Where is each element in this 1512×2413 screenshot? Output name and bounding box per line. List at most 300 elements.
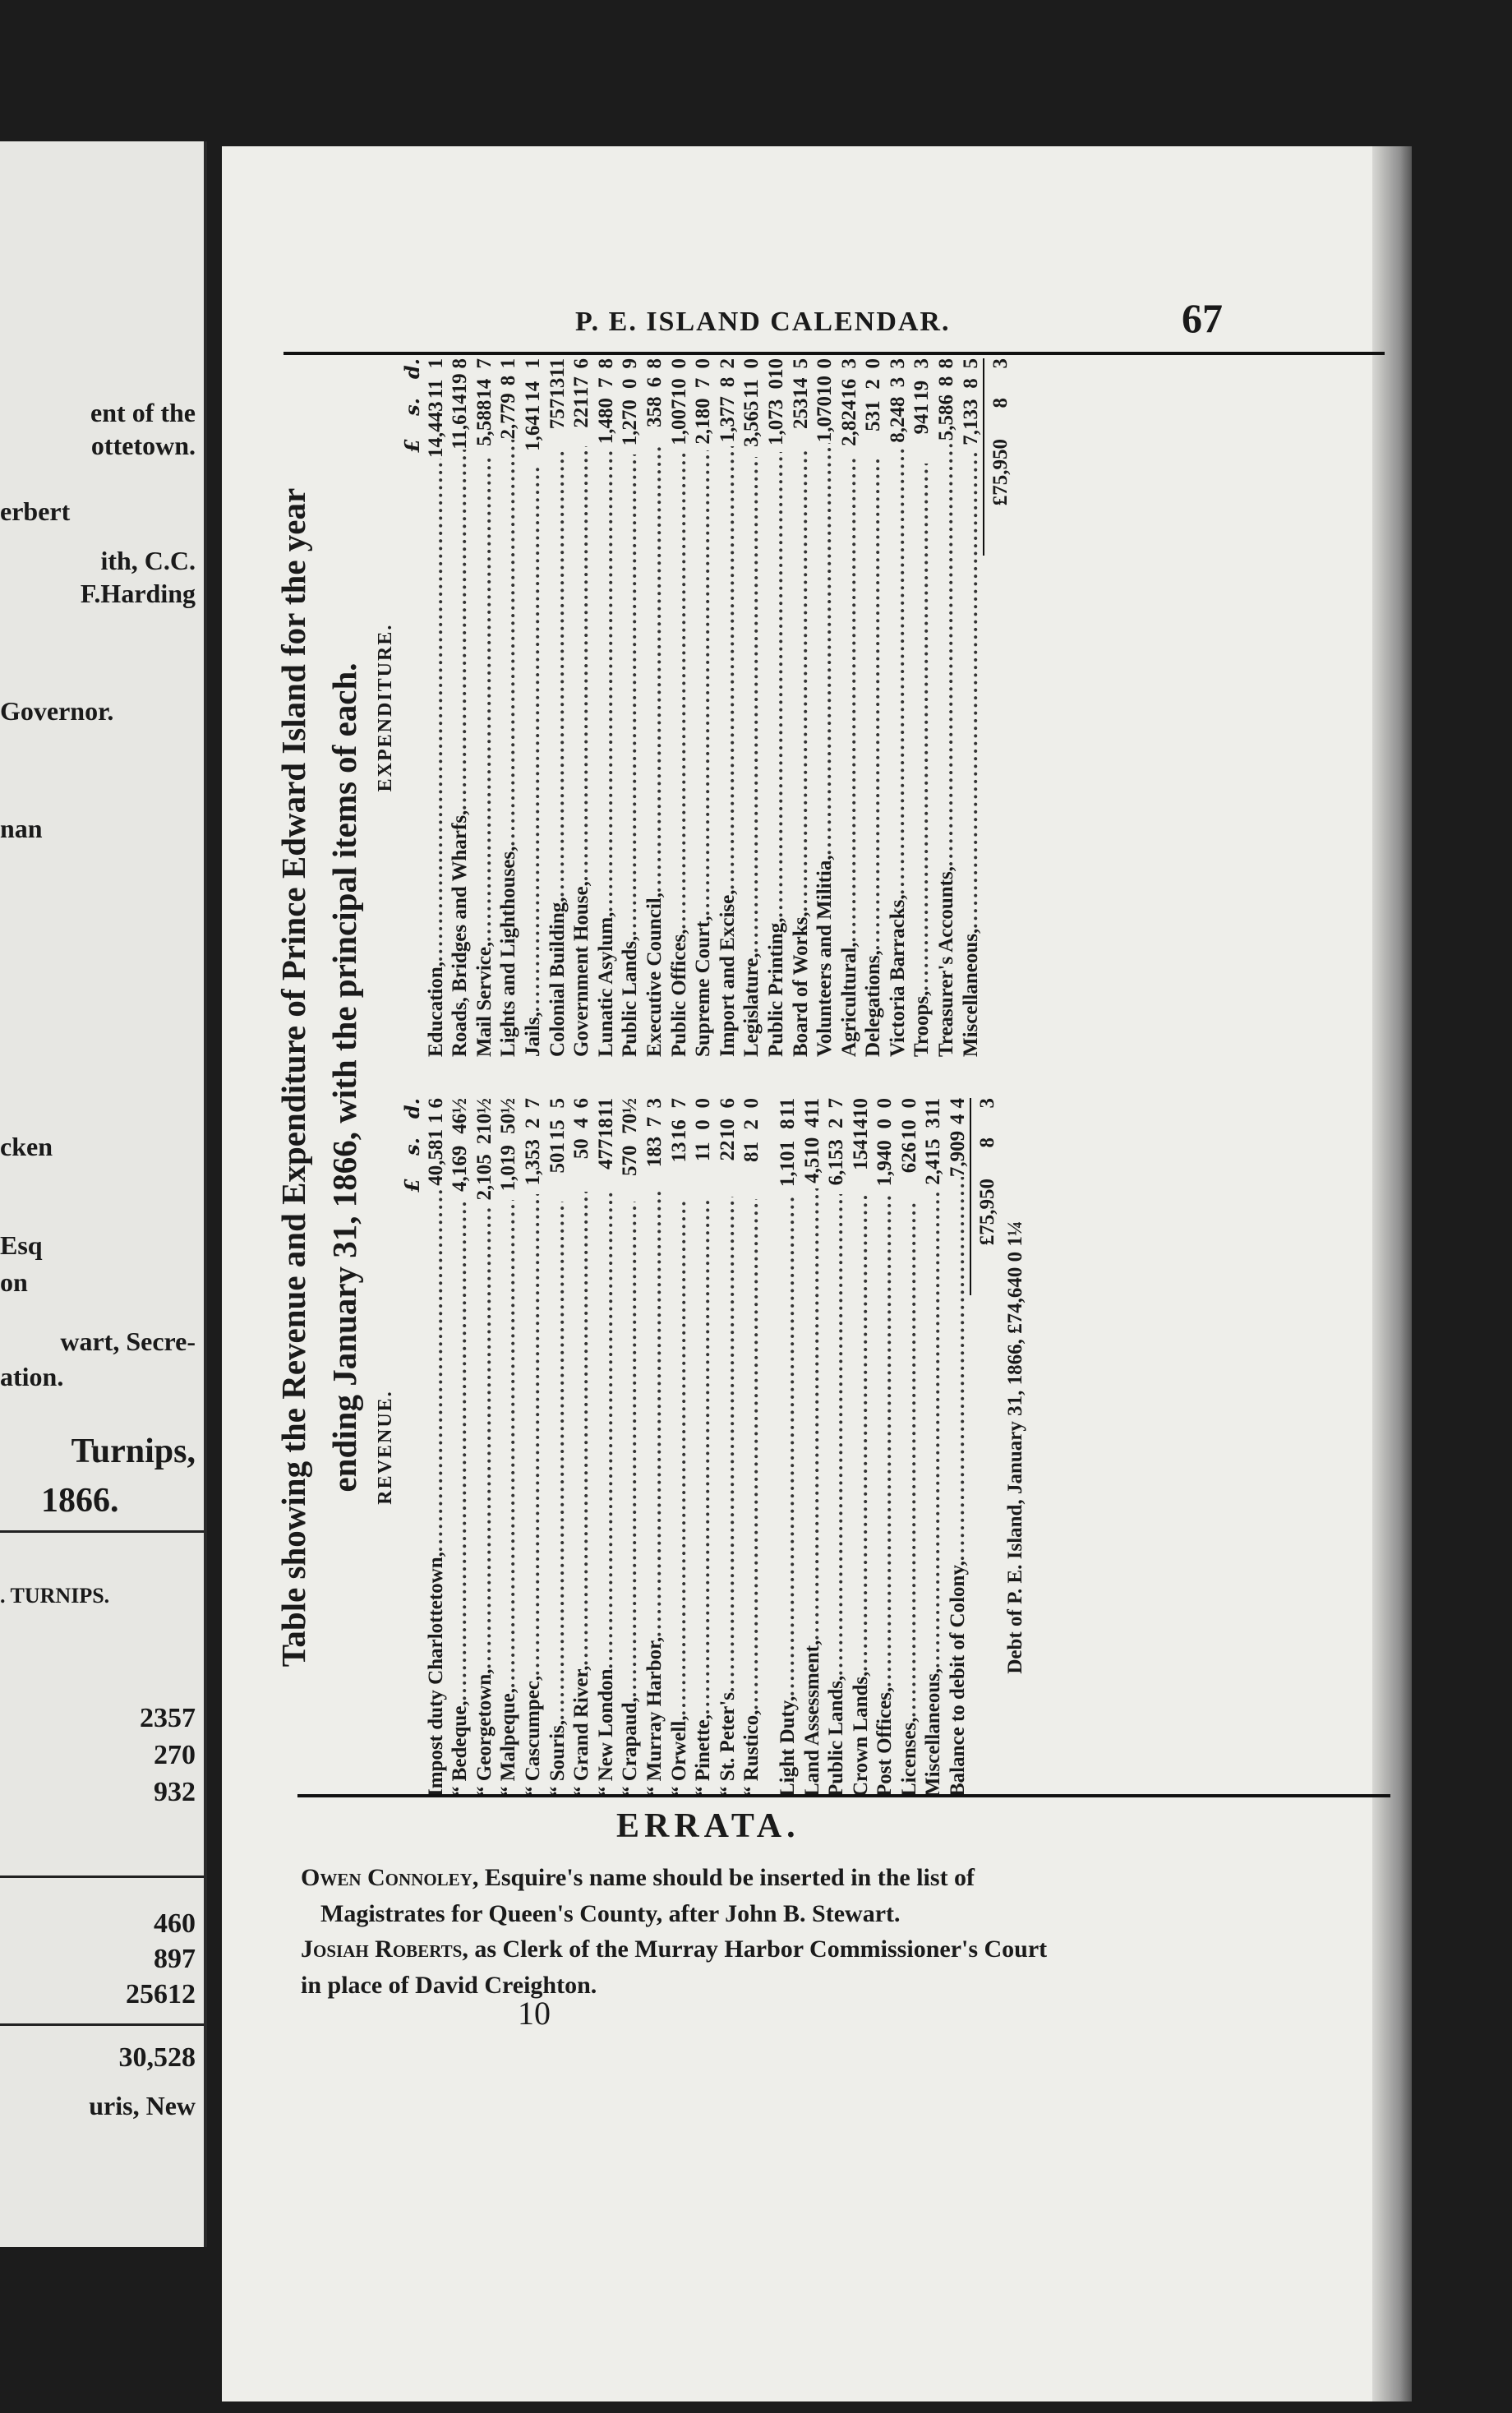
- pounds-value: 531: [862, 400, 885, 431]
- left-text-line: ith, C.C.: [100, 546, 196, 575]
- table-row: [569, 358, 594, 1057]
- left-number: 897: [154, 1944, 196, 1974]
- row-label: Balance to debit of Colony,: [947, 1561, 970, 1797]
- expenditure-heading: EXPENDITURE.: [375, 623, 396, 792]
- leader-dots: [740, 457, 763, 953]
- leader-dots: [862, 456, 885, 950]
- pounds-value: 40,581: [424, 1129, 447, 1186]
- pence-value: 0: [692, 358, 715, 369]
- left-number: 932: [154, 1777, 196, 1807]
- pence-unit: d.: [400, 1098, 424, 1119]
- leader-dots: [838, 455, 861, 943]
- errata-name: Owen Connoley,: [301, 1864, 479, 1891]
- row-label: Impost duty Charlottetown,: [424, 1552, 447, 1797]
- pounds-value: 358: [643, 396, 666, 427]
- pounds-value: 2,105: [472, 1154, 496, 1201]
- shillings-value: 2: [521, 1118, 544, 1129]
- table-row: [618, 358, 643, 1057]
- shillings-value: 3: [886, 376, 909, 388]
- pounds-value: 1,070: [814, 395, 837, 443]
- shillings-value: 2: [740, 1119, 763, 1130]
- row-label: Board of Works,: [789, 911, 812, 1057]
- left-text-line: cken: [0, 1132, 53, 1161]
- left-number: 2357: [140, 1703, 196, 1733]
- pence-value: 6: [570, 1098, 593, 1109]
- revenue-impost-rows: [423, 1098, 763, 1797]
- pounds-value: 2,180: [692, 398, 715, 445]
- leader-dots: [717, 1197, 740, 1692]
- pounds-value: 2,415: [922, 1138, 945, 1185]
- row-label: Public Printing,: [764, 917, 787, 1057]
- row-label: Delegations,: [862, 950, 885, 1057]
- leader-dots: [473, 1206, 496, 1668]
- row-label: “ Georgetown,: [472, 1668, 496, 1797]
- page-edge: [1372, 146, 1412, 2401]
- table-row: [885, 358, 910, 1057]
- pounds-value: 183: [643, 1136, 666, 1168]
- shillings-value: 6: [643, 376, 666, 388]
- row-label: Roads, Bridges and Wharfs,: [449, 810, 472, 1057]
- pence-value: 9: [619, 358, 642, 369]
- pence-value: 8: [643, 358, 666, 369]
- pounds-value: 221: [570, 397, 593, 428]
- shillings-value: 14: [472, 378, 496, 399]
- pence-unit: d.: [400, 358, 424, 380]
- shillings-value: 18: [594, 1118, 617, 1139]
- pounds-value: 5,588: [472, 399, 496, 446]
- shillings-value: 2: [862, 379, 885, 390]
- table-row: [848, 1098, 873, 1797]
- errata-item: [271, 1860, 1364, 1932]
- pence-value: 8: [594, 358, 617, 369]
- pounds-value: 22: [716, 1140, 739, 1161]
- left-text-line: ent of the: [90, 398, 196, 427]
- shillings-value: 2: [472, 1133, 496, 1145]
- left-number: 460: [154, 1908, 196, 1939]
- table-title-line-1: Table showing the Revenue and Expenditure of Prince Edward Island for the year: [274, 487, 312, 1668]
- leader-dots: [522, 1194, 545, 1676]
- leader-dots: [740, 1199, 763, 1709]
- shillings-value: 4: [947, 1114, 970, 1125]
- pounds-value: 1,940: [874, 1140, 897, 1187]
- row-label: “ Cascumpec,: [521, 1675, 544, 1797]
- shillings-value: 7: [619, 1123, 642, 1134]
- errata-text: Esquire's name should be inserted in the list of: [478, 1864, 975, 1891]
- table-row: [569, 1098, 594, 1797]
- shillings-value: 4: [449, 1123, 472, 1134]
- shillings-value: 8: [716, 376, 739, 388]
- revenue-heading: REVENUE.: [375, 1390, 396, 1505]
- row-label: Public Lands,: [825, 1675, 848, 1797]
- shillings-value: 5: [497, 1123, 520, 1134]
- leader-dots: [497, 1200, 520, 1688]
- pence-value: 0: [897, 1098, 920, 1109]
- pounds-value: 1,101: [776, 1140, 799, 1188]
- left-text-line: wart, Secre-: [60, 1326, 196, 1356]
- table-row: [642, 1098, 666, 1797]
- row-label: Jails,: [521, 1012, 544, 1057]
- table-row: [740, 358, 764, 1057]
- table-row: [666, 358, 691, 1057]
- errata-title: ERRATA.: [616, 1807, 800, 1845]
- revenue-total-pounds: £75,950: [976, 1179, 999, 1246]
- row-label: Lunatic Asylum,: [594, 911, 617, 1057]
- row-label: Public Lands,: [619, 935, 642, 1057]
- pence-value: 0½: [497, 1098, 520, 1124]
- pounds-value: 757: [546, 398, 569, 430]
- table-row: [945, 1098, 970, 1797]
- pence-value: 5: [546, 1098, 569, 1109]
- leader-dots: [898, 1201, 921, 1718]
- leader-dots: [619, 454, 642, 936]
- shillings-value: 17: [570, 376, 593, 398]
- pounds-value: 11,614: [449, 394, 472, 450]
- pence-value: 0: [740, 1097, 763, 1109]
- leader-dots: [522, 467, 545, 1012]
- leader-dots: [790, 450, 813, 911]
- pence-value: 7: [521, 1098, 544, 1109]
- pounds-value: 154: [849, 1139, 872, 1170]
- shillings-value: 7: [594, 377, 617, 388]
- pence-value: 7: [472, 358, 496, 369]
- errata-rule: [297, 1794, 1390, 1797]
- table-row: [775, 1098, 800, 1797]
- pence-value: 7: [825, 1098, 848, 1109]
- row-label: “ Souris,: [546, 1719, 569, 1797]
- leader-dots: [449, 1202, 472, 1700]
- table-row: [921, 1098, 946, 1797]
- errata-text: as Clerk of the Murray Harbor Commissioner's Court: [468, 1935, 1048, 1963]
- leader-dots: [668, 1201, 691, 1716]
- pounds-value: 3,565: [740, 400, 763, 447]
- pence-value: 6: [424, 1098, 447, 1109]
- shillings-value: 16: [837, 378, 860, 399]
- pence-value: 3: [643, 1098, 666, 1109]
- pence-value: 11: [800, 1098, 823, 1118]
- leader-dots: [643, 447, 666, 893]
- row-label: Treasurer's Accounts,: [935, 866, 958, 1057]
- errata-name: Josiah Roberts,: [301, 1935, 468, 1963]
- pounds-value: 253: [789, 398, 812, 429]
- leader-dots: [570, 446, 593, 881]
- shillings-value: 0: [874, 1119, 897, 1129]
- shillings-value: 11: [424, 379, 447, 399]
- pence-value: 11: [546, 358, 569, 378]
- pounds-value: 941: [910, 403, 933, 435]
- leader-dots: [887, 447, 910, 894]
- revenue-balance-row: [945, 1098, 970, 1797]
- shillings-value: 10: [897, 1119, 920, 1141]
- pence-value: 4: [947, 1098, 970, 1109]
- row-label: Mail Service,: [472, 941, 496, 1057]
- pounds-value: 1,480: [594, 398, 617, 445]
- errata-item: [271, 1931, 1364, 2004]
- row-label: “ St. Peter's: [716, 1691, 739, 1797]
- table-row: [897, 1098, 921, 1797]
- pounds-value: 477: [594, 1138, 617, 1170]
- table-row: [740, 1098, 764, 1797]
- unit-row: [400, 1098, 423, 1797]
- table-row: [618, 1098, 643, 1797]
- left-rule: [0, 2023, 204, 2026]
- expenditure-column: [371, 358, 1027, 1057]
- row-label: Public Offices,: [667, 929, 690, 1057]
- table-row: [813, 358, 837, 1057]
- pounds-value: 626: [897, 1142, 920, 1174]
- table-title-line-2: ending January 31, 1866, with the principal items of each.: [325, 662, 363, 1493]
- left-text-line: erbert: [0, 496, 71, 526]
- shillings-value: 7: [643, 1116, 666, 1128]
- left-text-line: uris, New: [89, 2091, 196, 2120]
- revenue-total-shillings: 8: [976, 1137, 999, 1148]
- leader-dots: [825, 1194, 848, 1676]
- leader-dots: [546, 1202, 569, 1720]
- left-number: 270: [154, 1740, 196, 1770]
- table-row: [933, 358, 958, 1057]
- shillings-unit: s.: [400, 398, 424, 416]
- shillings-value: 10: [667, 378, 690, 399]
- table-row: [788, 358, 813, 1057]
- pence-value: 1: [497, 358, 520, 369]
- shillings-value: 4: [800, 1117, 823, 1128]
- pounds-unit: £: [400, 439, 424, 453]
- pence-value: 0: [740, 358, 763, 369]
- running-head: P. E. ISLAND CALENDAR.: [575, 307, 951, 337]
- left-text-line: ation.: [0, 1362, 64, 1391]
- left-text-line: on: [0, 1267, 28, 1297]
- pounds-value: 13: [667, 1142, 690, 1163]
- pence-value: 0: [692, 1098, 715, 1109]
- pounds-value: 4,510: [800, 1137, 823, 1183]
- pence-value: 11: [922, 1097, 945, 1118]
- calendar-page: [222, 146, 1412, 2401]
- shillings-value: 4: [570, 1118, 593, 1128]
- pence-value: 5: [789, 358, 812, 369]
- row-label: Volunteers and Militia,: [814, 855, 837, 1057]
- table-row: [691, 358, 716, 1057]
- leader-dots: [425, 1186, 448, 1552]
- leader-dots: [922, 1193, 945, 1668]
- pence-value: 0: [862, 358, 885, 369]
- table-row: [715, 358, 740, 1057]
- errata-text: in place of David Creighton.: [301, 1972, 597, 1999]
- row-label: Licenses,: [897, 1717, 920, 1797]
- adjacent-page-fragment: [0, 141, 207, 2247]
- left-text-line: Esq: [0, 1230, 43, 1260]
- table-row: [800, 1098, 824, 1797]
- unit-row: [400, 358, 423, 1057]
- pence-value: 1: [521, 358, 544, 369]
- table-row: [520, 1098, 545, 1797]
- table-row: [715, 1098, 740, 1797]
- pounds-value: 570: [619, 1145, 642, 1177]
- pence-value: 1: [424, 358, 447, 369]
- table-row: [861, 358, 886, 1057]
- row-label: “ Rustico,: [740, 1709, 763, 1797]
- revenue-total: [971, 1098, 999, 1797]
- shillings-value: 8: [497, 375, 520, 386]
- row-label: “ Murray Harbor,: [643, 1636, 666, 1797]
- leader-dots: [814, 443, 837, 856]
- pounds-value: 81: [740, 1142, 763, 1163]
- pounds-value: 2,824: [837, 399, 860, 446]
- errata-text: Magistrates for Queen's County, after John B. Stewart.: [320, 1900, 901, 1927]
- table-row: [545, 1098, 569, 1797]
- left-heading: 1866.: [41, 1482, 119, 1520]
- row-label: “ New London: [594, 1668, 617, 1797]
- shillings-value: 11: [740, 379, 763, 399]
- row-label: Legislature,: [740, 953, 763, 1057]
- row-label: Agricultural,: [837, 942, 860, 1057]
- signature-mark: 10: [518, 1995, 551, 2032]
- row-label: Lights and Lighthouses,: [497, 846, 520, 1057]
- expenditure-total: [984, 358, 1012, 1057]
- row-label: Crown Lands,: [849, 1671, 872, 1797]
- table-row: [642, 358, 666, 1057]
- expenditure-total-pounds: £75,950: [989, 439, 1012, 506]
- pence-value: 6½: [449, 1098, 472, 1124]
- revenue-other-rows: [775, 1098, 945, 1797]
- leader-dots: [692, 450, 715, 916]
- leader-dots: [874, 1196, 897, 1687]
- table-row: [448, 1098, 472, 1797]
- shillings-value: 7: [692, 377, 715, 389]
- row-label: Miscellaneous,: [959, 928, 982, 1057]
- row-label: Victoria Barracks,: [886, 894, 909, 1057]
- row-label: Import and Excise,: [716, 889, 739, 1057]
- revenue-total-pence: 3: [976, 1098, 999, 1109]
- shillings-value: 8: [959, 378, 982, 389]
- left-column-head: . TURNIPS.: [0, 1584, 110, 1608]
- pounds-unit: £: [400, 1179, 424, 1193]
- row-label: Miscellaneous,: [922, 1668, 945, 1797]
- pounds-value: 1,007: [667, 399, 690, 445]
- left-text-line: nan: [0, 814, 43, 843]
- left-number: 30,528: [118, 2042, 196, 2073]
- leader-dots: [850, 1193, 873, 1671]
- pence-value: 0: [814, 358, 837, 369]
- leader-dots: [717, 446, 740, 889]
- leader-dots: [801, 1188, 824, 1640]
- shillings-value: 3: [922, 1118, 945, 1128]
- table-row: [496, 358, 521, 1057]
- pence-value: 8: [935, 358, 958, 369]
- shillings-value: 8: [776, 1119, 799, 1129]
- row-label: Colonial Building,: [546, 897, 569, 1057]
- pounds-value: 5,586: [935, 394, 958, 441]
- table-row: [545, 358, 569, 1057]
- pence-value: 3: [837, 358, 860, 369]
- left-rule: [0, 1875, 204, 1878]
- shillings-value: 8: [935, 376, 958, 387]
- row-label: “ Pinette,: [692, 1714, 715, 1797]
- row-label: “ Bedeque,: [449, 1700, 472, 1797]
- header-rule: [284, 352, 1385, 355]
- row-label: “ Orwell,: [667, 1715, 690, 1797]
- shillings-value: 0: [692, 1119, 715, 1130]
- table-row: [593, 358, 618, 1057]
- pounds-value: 4,169: [449, 1145, 472, 1192]
- leader-dots: [947, 1177, 970, 1561]
- row-label: Government House,: [570, 881, 593, 1057]
- shillings-value: 0: [764, 379, 787, 390]
- table-row: [910, 358, 934, 1057]
- expenditure-total-pence: 3: [989, 358, 1012, 369]
- pence-value: 0: [874, 1098, 897, 1109]
- leader-dots: [777, 1197, 800, 1696]
- table-row: [496, 1098, 521, 1797]
- pounds-value: 1,377: [716, 396, 739, 443]
- table-row: [958, 358, 983, 1057]
- shillings-value: 19: [449, 373, 472, 394]
- table-row: [824, 1098, 849, 1797]
- shillings-value: 14: [849, 1119, 872, 1139]
- leader-dots: [595, 1193, 618, 1668]
- shillings-value: 14: [521, 381, 544, 402]
- row-label: “ Crapaud,: [619, 1697, 642, 1797]
- expenditure-rows: [423, 358, 983, 1057]
- row-label: “ Grand River,: [570, 1665, 593, 1797]
- leader-dots: [668, 453, 691, 929]
- shillings-value: 10: [814, 375, 837, 396]
- leader-dots: [570, 1193, 593, 1666]
- pounds-value: 1,270: [619, 399, 642, 446]
- shillings-value: 15: [546, 1119, 569, 1141]
- shillings-value: 13: [546, 377, 569, 399]
- row-label: Post Offices,: [874, 1686, 897, 1797]
- pence-value: 8: [449, 358, 472, 369]
- shillings-value: 19: [910, 380, 933, 401]
- left-text-line: F.Harding: [80, 579, 196, 608]
- pence-value: 10: [849, 1098, 872, 1119]
- pence-value: 2: [716, 358, 739, 369]
- left-text-line: ottetown.: [90, 431, 196, 460]
- table-row: [520, 358, 545, 1057]
- pounds-value: 1,353: [521, 1139, 544, 1186]
- shillings-value: 0: [619, 378, 642, 390]
- revenue-column: [371, 1098, 1027, 1797]
- pounds-value: 11: [692, 1142, 715, 1162]
- pence-value: 5: [959, 358, 982, 369]
- leader-dots: [910, 464, 933, 991]
- pounds-value: 1,073: [764, 399, 787, 445]
- pounds-value: 1,019: [497, 1145, 520, 1192]
- leader-dots: [619, 1202, 642, 1697]
- pounds-value: 6,153: [825, 1139, 848, 1186]
- shillings-value: 14: [789, 377, 812, 399]
- row-label: Education,: [424, 961, 447, 1057]
- leader-dots: [449, 450, 472, 810]
- leader-dots: [643, 1188, 666, 1637]
- leader-dots: [546, 449, 569, 897]
- leader-dots: [473, 455, 496, 942]
- leader-dots: [765, 452, 788, 918]
- pounds-value: 1,641: [521, 404, 544, 451]
- left-number: 25612: [126, 1979, 196, 2009]
- pounds-value: 501: [546, 1142, 569, 1174]
- row-label: Troops,: [910, 990, 933, 1057]
- pence-value: 10½: [472, 1098, 496, 1134]
- pounds-value: 14,443: [424, 401, 447, 459]
- leader-dots: [595, 450, 618, 912]
- table-row: [837, 358, 861, 1057]
- pounds-value: 50: [570, 1138, 593, 1160]
- spacer: [763, 1098, 775, 1797]
- revenue-expenditure-table: [270, 358, 1190, 1797]
- page-number: 67: [1182, 295, 1223, 341]
- debt-line: Debt of P. E. Island, January 31, 1866, £74,640 0 1¼: [1004, 1220, 1027, 1674]
- leader-dots: [692, 1200, 715, 1714]
